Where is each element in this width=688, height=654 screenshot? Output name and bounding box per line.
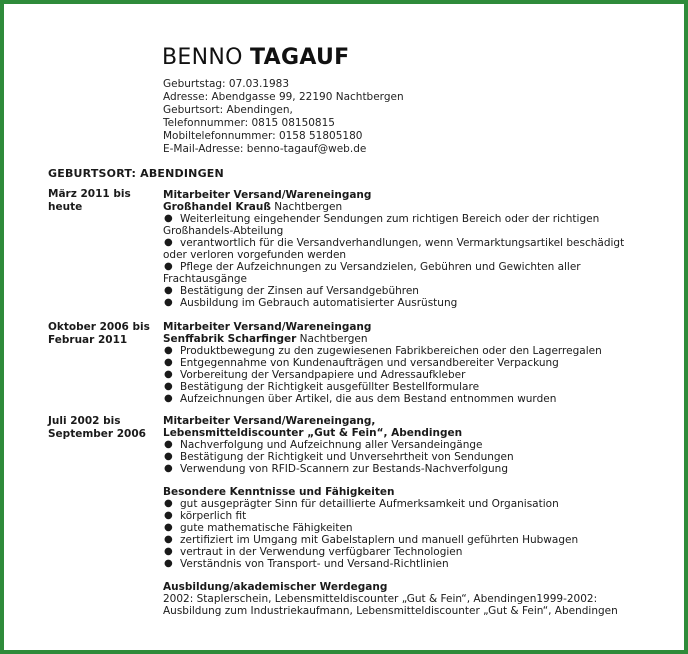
list-item — [163, 558, 648, 570]
education-section — [163, 581, 648, 617]
item-text: Pflege der Aufzeichnungen zu Versandzielen, Gebühren und Gewichten aller — [180, 261, 581, 273]
list-item — [163, 439, 648, 451]
email-line: E-Mail-Adresse: benno-tagauf@web.de — [163, 143, 367, 155]
job-title: Mitarbeiter Versand/Wareneingang — [163, 189, 372, 201]
list-item — [163, 237, 648, 261]
item-text-cont: oder verloren vorgefunden werden — [163, 249, 347, 261]
item-text: Verständnis von Transport- und Versand-Richtlinien — [180, 558, 449, 570]
bullet-icon: ● — [164, 439, 173, 450]
list-item — [163, 546, 648, 558]
list-item — [163, 261, 648, 285]
list-item — [163, 345, 648, 357]
task-list — [163, 345, 648, 405]
bullet-icon: ● — [164, 381, 173, 392]
employer-location: Nachtbergen — [270, 201, 343, 213]
bullet-icon: ● — [164, 558, 173, 569]
employer-name: Lebensmitteldiscounter „Gut & Fein“, Abendingen — [163, 427, 463, 439]
job-entry — [163, 415, 648, 475]
entry-date — [48, 321, 158, 347]
list-item — [163, 369, 648, 381]
list-item — [163, 451, 648, 463]
list-item — [163, 463, 648, 475]
bullet-icon: ● — [164, 237, 173, 248]
item-text: gute mathematische Fähigkeiten — [180, 522, 353, 534]
entry-date — [48, 415, 158, 441]
list-item — [163, 498, 648, 510]
job-entry — [163, 321, 648, 405]
section-heading: GEBURTSORT: ABENDINGEN — [48, 167, 224, 180]
item-text: Entgegennahme von Kundenaufträgen und versandbereiter Verpackung — [180, 357, 559, 369]
education-line: 2002: Staplerschein, Lebensmitteldiscounter „Gut & Fein“, Abendingen1999-2002: — [163, 593, 598, 605]
bullet-icon: ● — [164, 463, 173, 474]
item-text: vertraut in der Verwendung verfügbarer Technologien — [180, 546, 463, 558]
list-item — [163, 534, 648, 546]
bullet-icon: ● — [164, 261, 173, 272]
employer — [163, 427, 648, 439]
bullet-icon: ● — [164, 534, 173, 545]
entry-date-line: März 2011 bis heute — [48, 188, 131, 213]
list-item — [163, 381, 648, 393]
task-list — [163, 439, 648, 475]
last-name: TAGAUF — [250, 45, 350, 70]
bullet-icon: ● — [164, 510, 173, 521]
entry-date-line: Februar 2011 — [48, 334, 128, 346]
entry-date — [48, 188, 158, 214]
bullet-icon: ● — [164, 546, 173, 557]
item-text: Weiterleitung eingehender Sendungen zum richtigen Bereich oder der richtigen — [180, 213, 600, 225]
phone-line: Telefonnummer: 0815 08150815 — [163, 117, 335, 129]
skills-section — [163, 486, 648, 570]
list-item — [163, 522, 648, 534]
item-text: gut ausgeprägter Sinn für detaillierte Aufmerksamkeit und Organisation — [180, 498, 559, 510]
item-text: Bestätigung der Zinsen auf Versandgebühren — [180, 285, 419, 297]
education-title: Ausbildung/akademischer Werdegang — [163, 581, 388, 593]
employer-location: Nachtbergen — [296, 333, 368, 345]
bullet-icon: ● — [164, 522, 173, 533]
birthday-line: Geburtstag: 07.03.1983 — [163, 78, 290, 90]
item-text: Produktbewegung zu den zugewiesenen Fabrikbereichen oder den Lagerregalen — [180, 345, 602, 357]
job-entry — [163, 189, 648, 309]
list-item — [163, 357, 648, 369]
list-item — [163, 285, 648, 297]
employer — [163, 201, 648, 213]
item-text: Aufzeichnungen über Artikel, die aus dem Bestand entnommen wurden — [180, 393, 557, 405]
entry-date-line: September 2006 — [48, 428, 146, 440]
list-item — [163, 393, 648, 405]
entry-date-line: Juli 2002 bis — [48, 415, 121, 427]
skills-list — [163, 498, 648, 570]
item-text: körperlich fit — [180, 510, 247, 522]
job-title: Mitarbeiter Versand/Wareneingang — [163, 321, 372, 333]
bullet-icon: ● — [164, 393, 173, 404]
item-text: Nachverfolgung und Aufzeichnung aller Versandeingänge — [180, 439, 483, 451]
employer — [163, 333, 648, 345]
bullet-icon: ● — [164, 297, 173, 308]
mobile-line: Mobiltelefonnummer: 0158 51805180 — [163, 130, 363, 142]
item-text-cont: Frachtausgänge — [163, 273, 248, 285]
bullet-icon: ● — [164, 451, 173, 462]
task-list — [163, 213, 648, 309]
skills-title: Besondere Kenntnisse und Fähigkeiten — [163, 486, 395, 498]
item-text: Bestätigung der Richtigkeit ausgefüllter Bestellformulare — [180, 381, 480, 393]
bullet-icon: ● — [164, 345, 173, 356]
item-text: zertifiziert im Umgang mit Gabelstaplern und manuell geführten Hubwagen — [180, 534, 579, 546]
bullet-icon: ● — [164, 285, 173, 296]
employer-name: Großhandel Krauß — [163, 201, 271, 213]
list-item — [163, 297, 648, 309]
item-text-cont: Großhandels-Abteilung — [163, 225, 284, 237]
list-item — [163, 213, 648, 237]
list-item — [163, 510, 648, 522]
education-line: Ausbildung zum Industriekaufmann, Lebensmitteldiscounter „Gut & Fein“, Abendingen — [163, 605, 618, 617]
bullet-icon: ● — [164, 357, 173, 368]
item-text: verantwortlich für die Versandverhandlungen, wenn Vermarktungsartikel beschädigt — [180, 237, 625, 249]
item-text: Verwendung von RFID-Scannern zur Bestands-Nachverfolgung — [180, 463, 508, 475]
birthplace-line: Geburtsort: Abendingen, — [163, 104, 293, 116]
job-title: Mitarbeiter Versand/Wareneingang, — [163, 415, 376, 427]
bullet-icon: ● — [164, 213, 173, 224]
address-line: Adresse: Abendgasse 99, 22190 Nachtbergen — [163, 91, 404, 103]
entry-date-line: Oktober 2006 bis — [48, 321, 150, 333]
item-text: Bestätigung der Richtigkeit und Unversehrtheit von Sendungen — [180, 451, 514, 463]
bullet-icon: ● — [164, 498, 173, 509]
item-text: Ausbildung im Gebrauch automatisierter Ausrüstung — [180, 297, 458, 309]
item-text: Vorbereitung der Versandpapiere und Adressaufkleber — [180, 369, 466, 381]
first-name: BENNO — [162, 45, 243, 70]
applicant-name — [162, 45, 349, 70]
contact-details — [163, 78, 404, 156]
employer-name: Senffabrik Scharfinger — [163, 333, 297, 345]
bullet-icon: ● — [164, 369, 173, 380]
